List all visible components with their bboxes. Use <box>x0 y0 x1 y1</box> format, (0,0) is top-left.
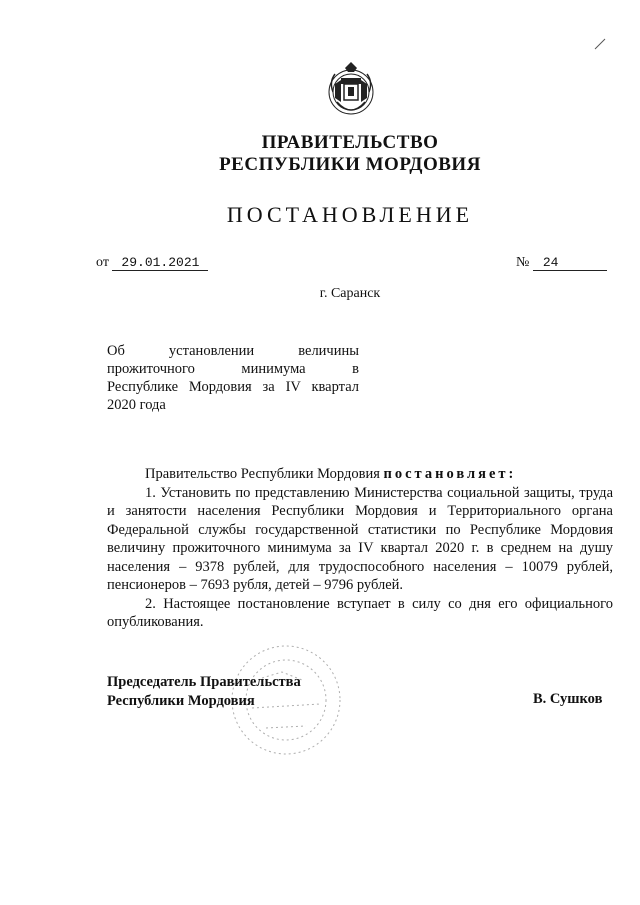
pen-mark-icon <box>594 38 606 50</box>
coat-of-arms-icon <box>325 62 377 118</box>
intro-paragraph <box>107 465 613 484</box>
subject-line: прожиточного минимума в <box>107 361 359 377</box>
city: г. Саранск <box>319 286 381 301</box>
paragraph-2: 2. Настоящее постановление вступает в силу со дня его официального опубликования. <box>107 595 613 630</box>
intro-text: Правительство Республики Мордовия <box>145 466 380 482</box>
signatory-name: В. Сушков <box>533 691 603 707</box>
signatory-title-line1: Председатель Правительства <box>107 674 301 690</box>
resolution-word: постановляет: <box>383 466 517 482</box>
date-prefix: от <box>96 255 109 270</box>
paragraph-1: 1. Установить по представлению Министерства социальной защиты, труда и занятости населения Республики Мордовия и Территориального органа Федеральной службы государственной статистики по Республике Мордовия величину прожиточного минимума за IV квартал 2020 г. в среднем на душу населения – 9378 рублей, для трудоспособного населения – 10079 рублей, пенсионеров – 7693 рубля, детей – 9796 рублей. <box>107 484 613 593</box>
document-number: 24 <box>533 255 607 271</box>
subject-line: 2020 года <box>107 397 166 413</box>
document-type: ПОСТАНОВЛЕНИЕ <box>226 202 474 227</box>
org-title-line2: РЕСПУБЛИКИ МОРДОВИЯ <box>219 154 481 175</box>
subject-line: Об установлении величины <box>107 343 359 359</box>
signatory-title <box>107 673 301 711</box>
body-text <box>107 465 613 632</box>
subject-line: Республике Мордовия за IV квартал <box>107 379 359 395</box>
number-prefix: № <box>516 255 530 270</box>
signatory-title-line2: Республики Мордовия <box>107 693 255 709</box>
org-title-line1: ПРАВИТЕЛЬСТВО <box>261 132 439 153</box>
date-row <box>96 255 208 271</box>
subject-block <box>107 342 359 414</box>
number-row <box>516 255 607 271</box>
document-date: 29.01.2021 <box>112 255 208 271</box>
